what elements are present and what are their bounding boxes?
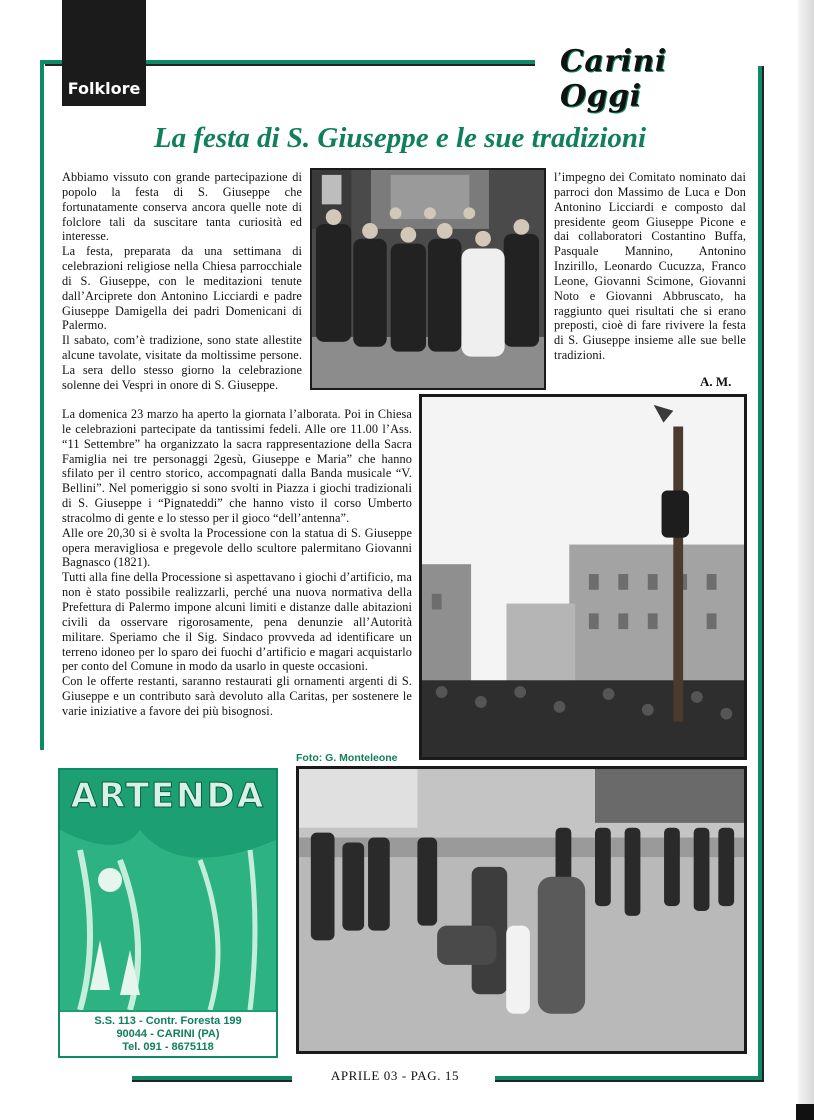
photo-caption: Foto: G. Monteleone <box>296 752 398 764</box>
paragraph: Alle ore 20,30 si è svolta la Processione con la statua di S. Giuseppe opera meravigliosa e pregevole dello scultore palermitano Giovanni Bagnasco (1821). <box>62 525 412 570</box>
paragraph: Abbiamo vissuto con grande partecipazione di popolo la festa di S. Giuseppe che fortunatamente conserva ancora quelle note di folclore tali da suscitare tanta curiosità ed interesse. <box>62 170 302 244</box>
curtain-illustration <box>60 820 276 1010</box>
photo-group-church <box>310 168 546 390</box>
masthead: Carini Oggi <box>560 44 667 114</box>
photo-holy-family-procession <box>296 766 747 1054</box>
paragraph: Il sabato, com’è tradizione, sono state allestite alcune tavolate, visitate da moltissime persone. La sera dello stesso giorno la celebrazione solenne dei Vespri in onore di S. Giuseppe. <box>62 333 302 392</box>
section-label: Folklore <box>62 50 146 106</box>
page-corner <box>796 1104 814 1120</box>
frame-line <box>762 66 764 1082</box>
paragraph: l’impegno dei Comitato nominato dai parroci don Massimo de Luca e Don Antonino Licciardi e composto dal presidente geom Giuseppe Picone e dai collaboratori Costantino Buffa, Pasquale Mannino, Antonino Inzirillo, Leonardo Cucuzza, Franco Leone, Giovanni Scimone, Giovanni Noto e Giovanni Abbruscato, ha raggiunto quei risultati che si erano preposti, cioè di fare rivivere la festa di S. Giuseppe insieme alle sue belle tradizioni. <box>554 170 746 363</box>
frame-line <box>132 1080 292 1082</box>
page-footer: APRILE 03 - PAG. 15 <box>330 1068 460 1083</box>
paragraph: Tutti alla fine della Processione si aspettavano i giochi d’artificio, ma non è stato possibile realizzarli, perché una nuova normativa della Prefettura di Palermo impone alcuni limiti e distanze dalle abitazioni civili da osservare rigorosamente, pena denunzie all’Autorità militare. Speriamo che il Sig. Sindaco provveda ad identificare un terreno idoneo per lo sparo dei fuochi d’artificio e magari acquistarlo per conto del Comune in modo da usarlo in queste occasioni. <box>62 570 412 674</box>
corner-block <box>62 0 146 50</box>
page-edge <box>798 0 814 1120</box>
ad-city: 90044 - CARINI (PA) <box>116 1028 220 1040</box>
frame-line <box>495 1080 762 1082</box>
photo-antenna-game <box>419 394 747 760</box>
article-column-left <box>62 170 302 393</box>
article-headline: La festa di S. Giuseppe e le sue tradizioni <box>153 122 647 154</box>
author-signature: A. M. <box>700 374 732 389</box>
paragraph: La domenica 23 marzo ha aperto la giornata l’alborata. Poi in Chiesa le celebrazioni partecipate da tantissimi fedeli. Alle ore 11.00 l’Ass. “11 Settembre” ha organizzato la sacra rappresentazione della Sacra Famiglia nei tre personaggi 2gesù, Giuseppe e Maria” che hanno sfilato per il centro storico, accompagnati dalla Banda musicale “V. Bellini”. Nel pomeriggio si sono svolti in Piazza i giochi tradizionali di S. Giuseppe i “Pignateddi” che hanno visto il corso Umberto stracolmo di gente e lo stesso per il gioco “dell’antenna”. <box>62 407 412 525</box>
article-column-right <box>554 170 746 363</box>
ad-contact <box>60 1012 276 1056</box>
ad-address: S.S. 113 - Contr. Foresta 199 <box>94 1015 242 1027</box>
paragraph: Con le offerte restanti, saranno restaurati gli ornamenti argenti di S. Giuseppe e un contributo sarà devoluto alla Caritas, per sostenere le varie iniziative a favore dei più bisognosi. <box>62 674 412 718</box>
advertisement-artenda <box>58 768 278 1058</box>
article-column-bottom <box>62 407 412 719</box>
ad-phone: Tel. 091 - 8675118 <box>122 1041 214 1053</box>
paragraph: La festa, preparata da una settimana di celebrazioni religiose nella Chiesa parrocchiale di S. Giuseppe, con le meditazioni tenute dall’Arciprete don Antonino Licciardi e padre Giuseppe Damigella dei padri Domenicani di Palermo. <box>62 244 302 333</box>
ad-brand: ARTENDA <box>70 776 266 816</box>
frame-line <box>40 60 44 750</box>
